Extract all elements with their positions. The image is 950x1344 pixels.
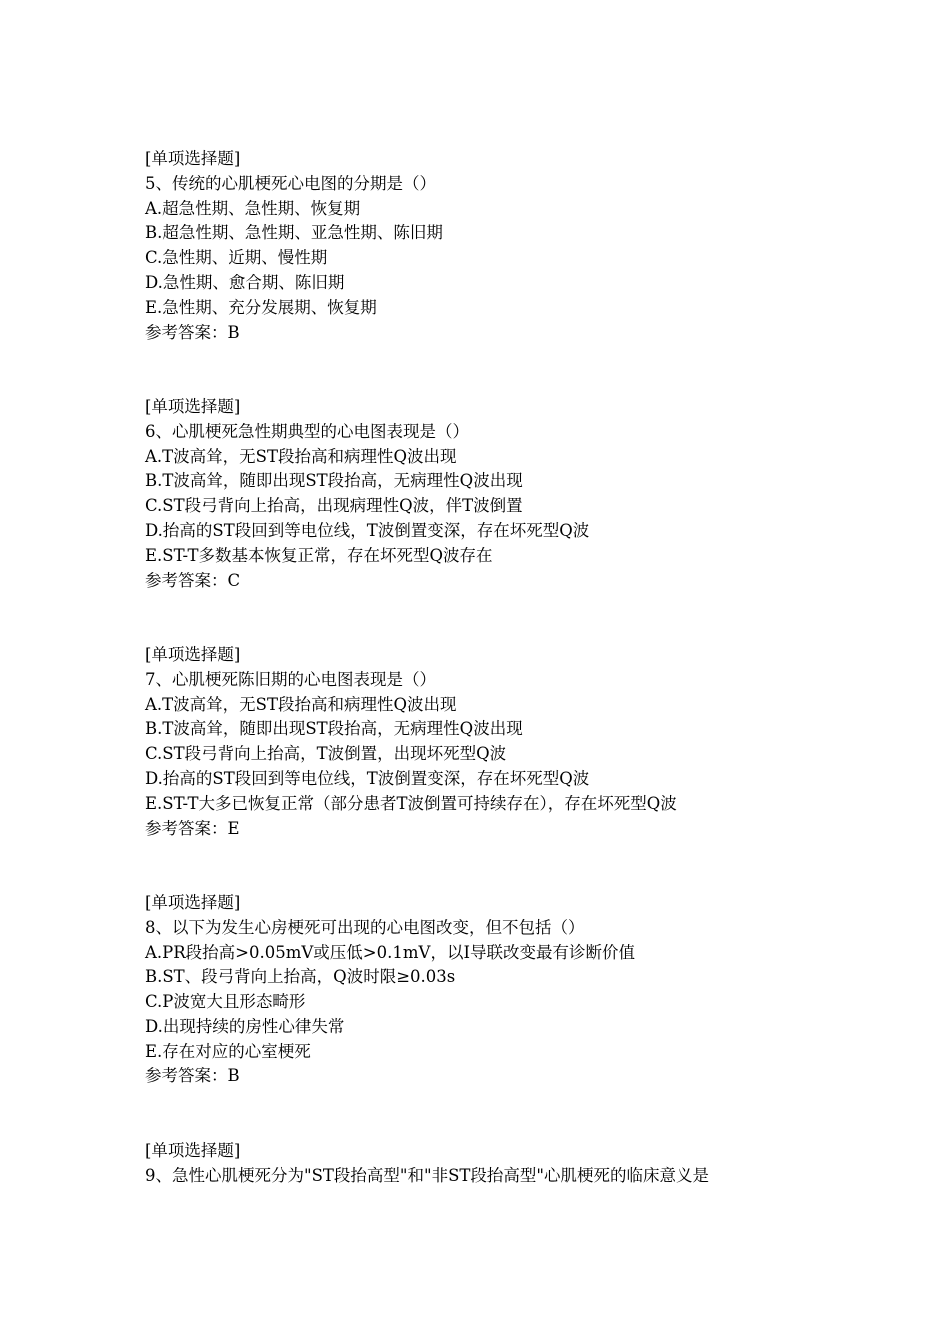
option-c: C.急性期、近期、慢性期: [145, 248, 328, 268]
question-stem: 8、以下为发生心房梗死可出现的心电图改变，但不包括（）: [145, 917, 585, 937]
reference-answer: 参考答案：E: [145, 818, 240, 838]
question-type-label: [单项选择题]: [145, 892, 241, 912]
question-stem: 9、急性心肌梗死分为"ST段抬高型"和"非ST段抬高型"心肌梗死的临床意义是: [145, 1165, 709, 1185]
question-7: [145, 643, 925, 841]
question-spacer: [145, 593, 925, 643]
question-stem: 6、心肌梗死急性期典型的心电图表现是（）: [145, 421, 469, 441]
document-page: [145, 147, 925, 1188]
option-c: C.ST段弓背向上抬高，出现病理性Q波，伴T波倒置: [145, 496, 523, 516]
option-e: E.ST-T多数基本恢复正常，存在坏死型Q波存在: [145, 545, 493, 565]
reference-answer: 参考答案：C: [145, 570, 241, 590]
question-type-label: [单项选择题]: [145, 644, 241, 664]
option-b: B.T波高耸，随即出现ST段抬高，无病理性Q波出现: [145, 719, 523, 739]
question-type-label: [单项选择题]: [145, 149, 241, 168]
question-8: [145, 891, 925, 1089]
reference-answer: 参考答案：B: [145, 322, 240, 342]
option-d: D.抬高的ST段回到等电位线，T波倒置变深，存在坏死型Q波: [145, 768, 590, 788]
option-d: D.抬高的ST段回到等电位线，T波倒置变深，存在坏死型Q波: [145, 520, 590, 540]
question-6: [145, 395, 925, 593]
option-d: D.出现持续的房性心律失常: [145, 1016, 345, 1036]
option-b: B.ST、段弓背向上抬高，Q波时限≥0.03s: [145, 967, 456, 987]
question-spacer: [145, 841, 925, 891]
option-a: A.T波高耸，无ST段抬高和病理性Q波出现: [145, 694, 457, 714]
question-stem: 7、心肌梗死陈旧期的心电图表现是（）: [145, 669, 436, 689]
option-b: B.T波高耸，随即出现ST段抬高，无病理性Q波出现: [145, 471, 523, 491]
option-a: A.PR段抬高>0.05mV或压低>0.1mV，以I导联改变最有诊断价值: [145, 942, 635, 962]
option-d: D.急性期、愈合期、陈旧期: [145, 272, 345, 292]
option-e: E.存在对应的心室梗死: [145, 1041, 311, 1061]
option-e: E.ST-T大多已恢复正常（部分患者T波倒置可持续存在），存在坏死型Q波: [145, 793, 677, 813]
option-c: C.ST段弓背向上抬高，T波倒置，出现坏死型Q波: [145, 744, 507, 764]
option-b: B.超急性期、急性期、亚急性期、陈旧期: [145, 223, 443, 243]
reference-answer: 参考答案：B: [145, 1066, 240, 1086]
question-9: [145, 1139, 925, 1189]
question-type-label: [单项选择题]: [145, 396, 241, 416]
question-5: [145, 147, 925, 345]
option-e: E.急性期、充分发展期、恢复期: [145, 297, 377, 317]
question-spacer: [145, 345, 925, 395]
option-a: A.超急性期、急性期、恢复期: [145, 198, 361, 218]
question-stem: 5、传统的心肌梗死心电图的分期是（）: [145, 173, 436, 193]
option-c: C.P波宽大且形态畸形: [145, 992, 306, 1012]
question-spacer: [145, 1089, 925, 1139]
question-type-label: [单项选择题]: [145, 1140, 241, 1160]
option-a: A.T波高耸，无ST段抬高和病理性Q波出现: [145, 446, 457, 466]
